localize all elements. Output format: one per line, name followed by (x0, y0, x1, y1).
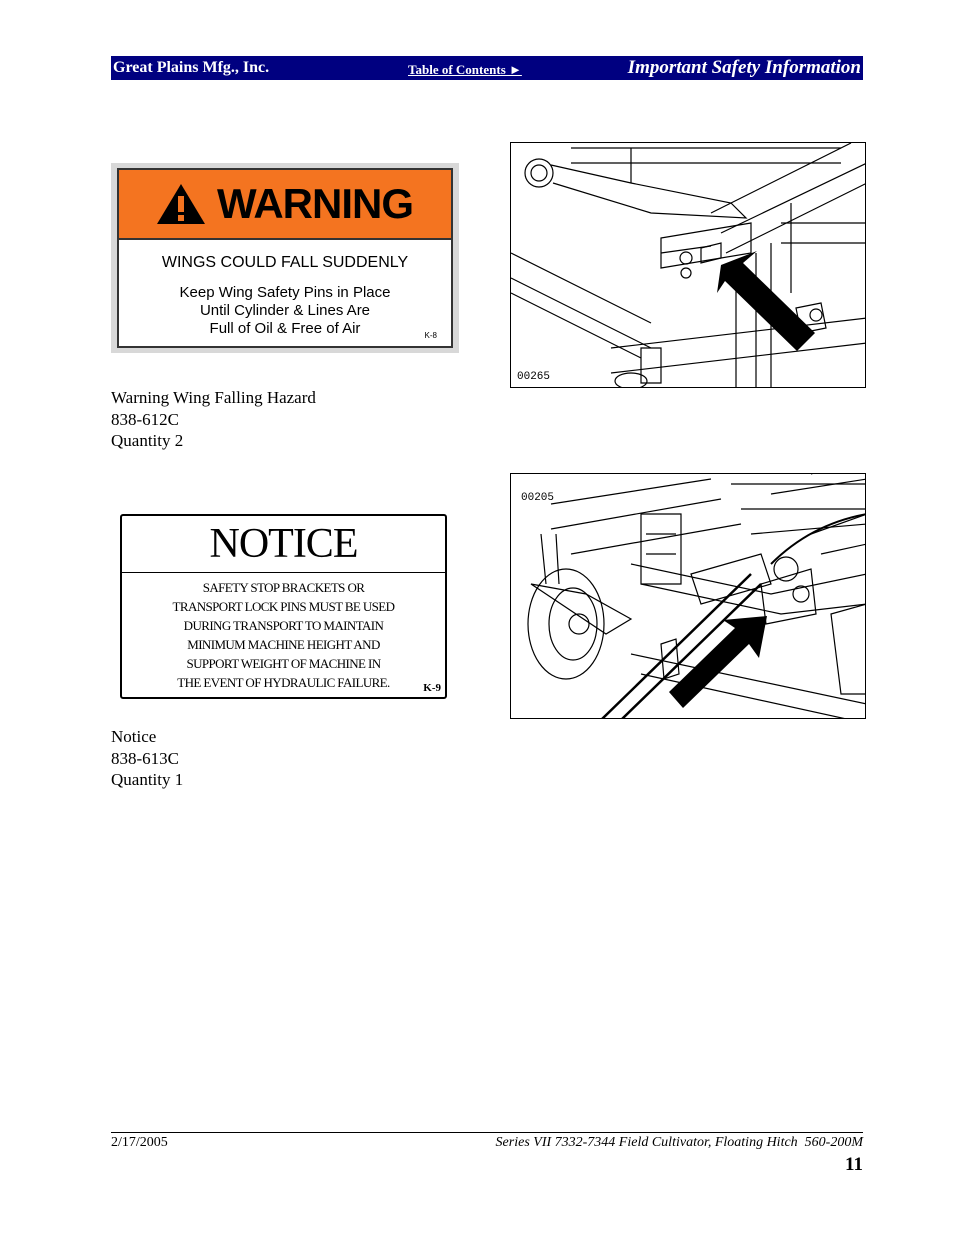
page-number: 11 (845, 1154, 863, 1175)
notice-decal-title: NOTICE (122, 520, 445, 573)
photo-code-2: 00205 (521, 492, 555, 504)
photo-code-1: 00265 (517, 371, 551, 383)
warning-decal-title: WARNING (217, 180, 413, 227)
notice-decal-code: K-9 (423, 682, 441, 694)
hitch-assembly-drawing (511, 474, 866, 719)
warning-decal-code: K-8 (424, 331, 437, 340)
page-header (111, 56, 863, 80)
warning-banner (119, 170, 451, 240)
footer-manual-title: Series VII 7332-7344 Field Cultivator, Floating Hitch 560-200M (495, 1135, 863, 1150)
warning-decal-caption (111, 387, 316, 452)
warning-triangle-icon (155, 182, 207, 226)
decal-location-photo-2 (510, 473, 866, 719)
notice-decal-image (120, 514, 447, 699)
company-name: Great Plains Mfg., Inc. (113, 59, 270, 76)
footer-date: 2/17/2005 (111, 1135, 168, 1150)
warning-decal-body: Keep Wing Safety Pins in Place Until Cylinder & Lines Are Full of Oil & Free of Air (179, 284, 391, 337)
notice-decal-body: SAFETY STOP BRACKETS OR TRANSPORT LOCK PINS MUST BE USED DURING TRANSPORT TO MAINTAIN MINIMUM MACHINE HEIGHT AND SUPPORT WEIGHT OF MACHINE IN THE EVENT OF HYDRAULIC FAILURE. (172, 580, 395, 690)
machine-frame-drawing (511, 143, 866, 388)
caption-description: Warning Wing Falling Hazard (111, 388, 316, 407)
caption-description: Notice (111, 727, 157, 746)
caption-part-number: 838-612C (111, 409, 179, 429)
footer-divider (111, 1132, 863, 1133)
section-title: Important Safety Information (627, 57, 861, 78)
caption-quantity: Quantity 1 (111, 770, 184, 789)
notice-decal-caption (111, 726, 183, 791)
decal-location-photo-1 (510, 142, 866, 388)
warning-decal-image (111, 163, 459, 353)
table-of-contents-link[interactable]: Table of Contents ► (408, 62, 522, 77)
caption-quantity: Quantity 2 (111, 431, 184, 450)
caption-part-number: 838-613C (111, 748, 179, 768)
warning-decal-headline: WINGS COULD FALL SUDDENLY (161, 254, 409, 271)
